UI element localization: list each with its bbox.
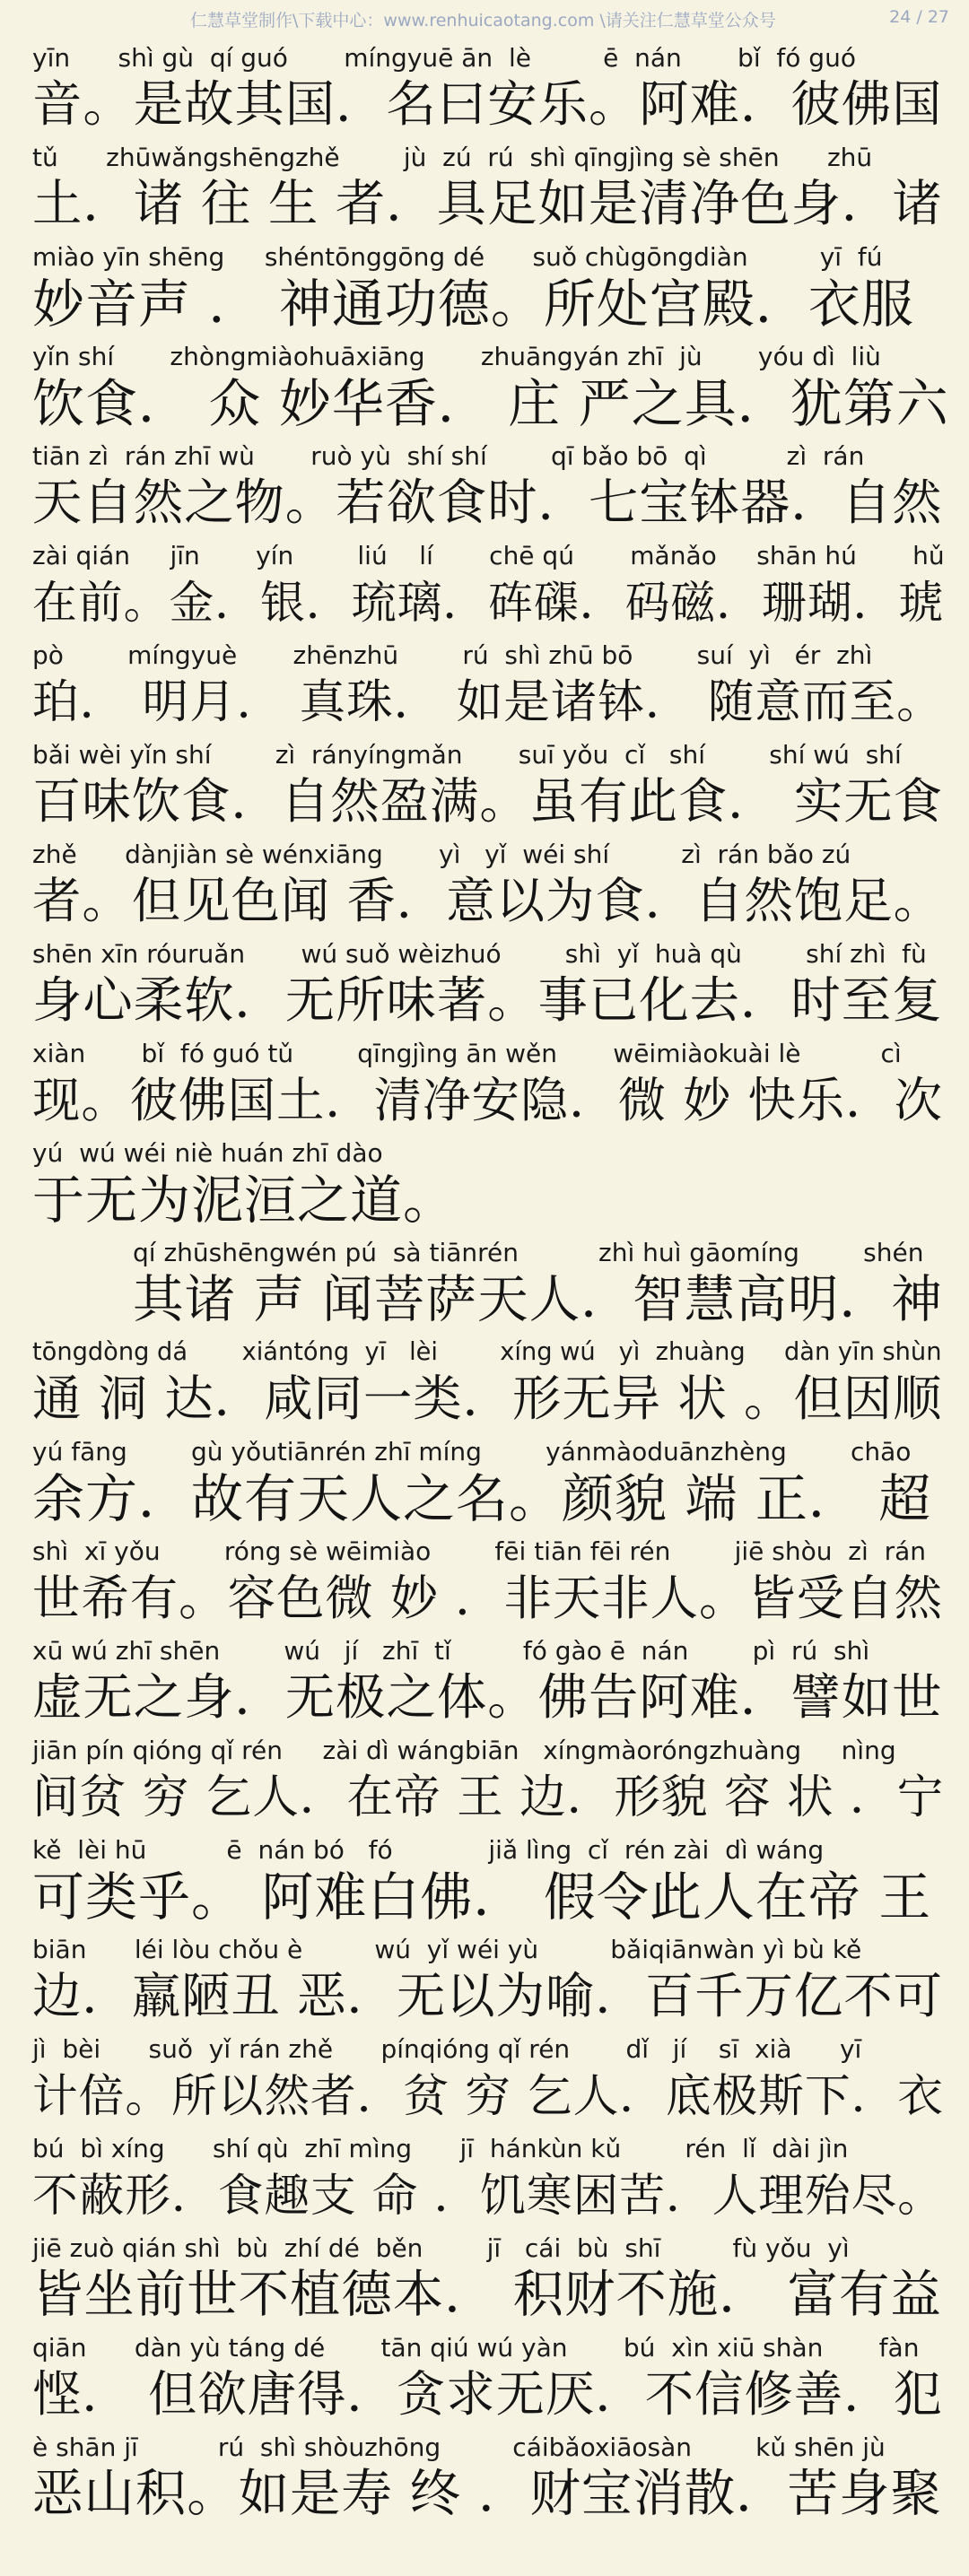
text-line [32, 2431, 951, 2530]
chinese-text: 计倍。所以然者．贫 穷 乞人．底极斯下．衣 [32, 2069, 944, 2122]
chinese-text: 悭． 但欲唐得．贪求无厌．不信修善．犯 [32, 2366, 944, 2423]
chinese-text: 恶山积。如是寿 终 ．财宝消散．苦身聚 [32, 2465, 942, 2523]
chinese-text: 边．羸陋丑 恶．无以为喻．百千万亿不可 [32, 1968, 944, 2024]
pinyin-annotation: biān léi lòu chǒu è wú yǐ wéi yù bǎiqiānwàn yì bù kě [32, 1935, 862, 1964]
chinese-text: 不蔽形．食趣支 命 ．饥寒困苦．人理殆尽。 [32, 2169, 944, 2222]
text-line [32, 2232, 951, 2331]
text-line [32, 141, 951, 240]
chinese-text: 土．诸 往 生 者．具足如是清净色身．诸 [32, 176, 943, 233]
pinyin-annotation: kě lèi hū ē nán bó fó jiǎ lìng cǐ rén zài dì wáng [32, 1835, 825, 1865]
chinese-text: 妙音声 ． 神通功德。所处宫殿．衣服 [32, 274, 914, 335]
pinyin-annotation: è shān jī rú shì shòuzhōng cáibǎoxiāosàn kǔ shēn jù [32, 2432, 886, 2462]
pinyin-annotation: pò míngyuè zhēnzhū rú shì zhū bō suí yì ér zhì [32, 640, 873, 670]
text-line [32, 1236, 951, 1336]
pinyin-annotation: bǎi wèi yǐn shí zì rányíngmǎn suī yǒu cǐ shí shí wú shí [32, 740, 902, 770]
pinyin-annotation: tiān zì rán zhī wù ruò yù shí shí qī bǎo bō qì zì rán [32, 441, 865, 471]
text-line [32, 41, 951, 141]
pinyin-annotation: shì xī yǒu róng sè wēimiào fēi tiān fēi rén jiē shòu zì rán [32, 1536, 926, 1566]
text-line [32, 539, 951, 639]
text-line [32, 1037, 951, 1136]
page-header [0, 0, 969, 36]
chinese-text: 音。是故其国．名曰安乐。阿难．彼佛国 [32, 76, 943, 134]
text-line [32, 738, 951, 838]
text-line [32, 1336, 951, 1435]
page-number: 24 / 27 [889, 7, 949, 27]
chinese-text: 通 洞 达．咸同一类．形无异 状 。但因顺 [32, 1371, 943, 1427]
pinyin-annotation: miào yīn shēng shéntōnggōng dé suǒ chùgōngdiàn yī fú [32, 242, 883, 272]
pinyin-annotation: tōngdòng dá xiántóng yī lèi xíng wú yì zhuàng dàn yīn shùn [32, 1338, 942, 1366]
chinese-text: 其诸 声 闻菩萨天人．智慧高明．神 [133, 1270, 943, 1329]
text-line [32, 2132, 951, 2232]
pinyin-annotation: yú fāng gù yǒutiānrén zhī míng yánmàoduānzhèng chāo [32, 1437, 912, 1466]
pinyin-annotation: jiē zuò qián shì bù zhí dé běn jī cái bù shī fù yǒu yì [32, 2233, 850, 2263]
text-line [32, 439, 951, 539]
text-line [32, 2331, 951, 2431]
text-line [32, 1435, 951, 1535]
chinese-text: 间贫 穷 乞人．在帝 王 边．形貌 容 状 ．宁 [32, 1771, 945, 1824]
text-line [32, 1535, 951, 1634]
chinese-text: 虚无之身．无极之体。佛告阿难．譬如世 [32, 1669, 943, 1727]
chinese-text: 身心柔软．无所味著。事已化去．时至复 [32, 972, 943, 1030]
text-line [32, 639, 951, 738]
pinyin-annotation: zhě dànjiàn sè wénxiāng yì yǐ wéi shí zì rán bǎo zú [32, 840, 851, 869]
pinyin-annotation: bú bì xíng shí qù zhī mìng jī hánkùn kǔ rén lǐ dài jìn [32, 2134, 849, 2163]
pinyin-annotation: shēn xīn róuruǎn wú suǒ wèizhuó shì yǐ huà qù shí zhì fù [32, 939, 927, 969]
pinyin-annotation: tǔ zhūwǎngshēngzhě jù zú rú shì qīngjìng sè shēn zhū [32, 143, 873, 172]
pinyin-annotation: qiān dàn yù táng dé tān qiú wú yàn bú xìn xiū shàn fàn [32, 2333, 920, 2363]
header-title: 仁慧草堂制作\下载中心：www.renhuicaotang.com \请关注仁慧草堂公众号 [190, 11, 776, 30]
pinyin-annotation: yú wú wéi niè huán zhī dào [32, 1138, 383, 1168]
pinyin-annotation: yīn shì gù qí guó míngyuē ān lè ē nán bǐ fó guó [32, 43, 856, 73]
chinese-text: 天自然之物。若欲食时．七宝钵器．自然 [32, 474, 943, 532]
text-line [32, 340, 951, 439]
chinese-text: 珀． 明月． 真珠． 如是诸钵． 随意而至。 [32, 675, 944, 729]
text-line [32, 2032, 951, 2132]
pinyin-annotation: jiān pín qióng qǐ rén zài dì wángbiān xíngmàoróngzhuàng nìng [32, 1736, 896, 1765]
chinese-text: 饮食． 众 妙华香． 庄 严之具．犹第六 [32, 373, 949, 434]
chinese-text: 现。彼佛国土．清净安隐．微 妙 快乐．次 [32, 1072, 943, 1128]
text-line [32, 1833, 951, 1933]
chinese-text: 百味饮食．自然盈满。虽有此食． 实无食 [32, 773, 944, 830]
chinese-text: 在前。金．银．琉璃．砗磲．码磁．珊瑚．琥 [32, 577, 945, 629]
text-line [32, 240, 951, 340]
chinese-text: 皆坐前世不植德本． 积财不施． 富有益 [32, 2266, 942, 2324]
text-line [32, 937, 951, 1037]
pinyin-annotation: zài qián jīn yín liú lí chē qú mǎnǎo shān hú hǔ [32, 541, 945, 570]
chinese-text: 可类乎。 阿难白佛． 假令此人在帝 王 [32, 1867, 932, 1928]
text-line [32, 1136, 951, 1236]
pinyin-annotation: yǐn shí zhòngmiàohuāxiāng zhuāngyán zhī jù yóu dì liù [32, 342, 881, 371]
text-line [32, 1933, 951, 2032]
pinyin-annotation: xiàn bǐ fó guó tǔ qīngjìng ān wěn wēimiàokuài lè cì [32, 1039, 902, 1068]
pinyin-annotation: jì bèi suǒ yǐ rán zhě pínqióng qǐ rén dǐ jí sī xià yī [32, 2034, 862, 2064]
text-line [32, 838, 951, 937]
text-line [32, 1634, 951, 1734]
text-line [32, 1734, 951, 1833]
chinese-text: 者。但见色闻 香．意以为食．自然饱足。 [32, 873, 944, 929]
chinese-text: 于无为泥洹之道。 [32, 1170, 457, 1231]
pinyin-annotation: xū wú zhī shēn wú jí zhī tǐ fó gào ē nán pì rú shì [32, 1636, 870, 1666]
chinese-text: 世希有。容色微 妙 ．非天非人。皆受自然 [32, 1570, 943, 1626]
chinese-text: 余方．故有天人之名。颜貌 端 正． 超 [32, 1468, 932, 1529]
pinyin-annotation: qí zhūshēngwén pú sà tiānrén zhì huì gāomíng shén [133, 1238, 924, 1267]
text-body [32, 41, 951, 2530]
